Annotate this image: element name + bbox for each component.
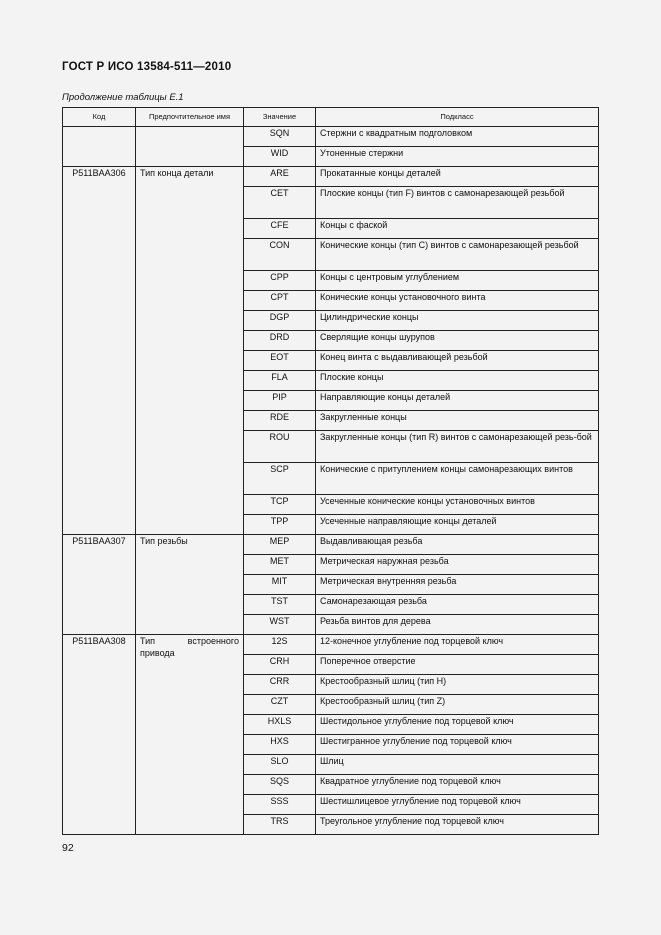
value-cell: SLO	[244, 755, 316, 775]
value-cell: CPP	[244, 271, 316, 291]
subclass-cell: Квадратное углубление под торцевой ключ	[316, 775, 599, 795]
value-cell: DRD	[244, 331, 316, 351]
preferred-name-cell: Тип конца детали	[136, 167, 244, 535]
subclass-cell: Конические с притуплением концы самонарезающих винтов	[316, 463, 599, 495]
subclass-cell: Цилиндрические концы	[316, 311, 599, 331]
value-cell: MET	[244, 555, 316, 575]
table-row	[63, 127, 599, 147]
value-cell: 12S	[244, 635, 316, 655]
value-cell: HXS	[244, 735, 316, 755]
subclass-cell: Конец винта с выдавливающей резьбой	[316, 351, 599, 371]
subclass-cell: Сверлящие концы шурупов	[316, 331, 599, 351]
table-row	[63, 635, 599, 655]
preferred-name-cell: Тип резьбы	[136, 535, 244, 635]
code-cell: P511BAA307	[63, 535, 136, 635]
column-header-preferred-name: Предпочтительное имя	[136, 108, 244, 127]
subclass-cell: Концы с центровым углублением	[316, 271, 599, 291]
value-cell: CPT	[244, 291, 316, 311]
table-row	[63, 535, 599, 555]
value-cell: SQS	[244, 775, 316, 795]
preferred-name-cell: Тип встроенного привода	[136, 635, 244, 835]
value-cell: FLA	[244, 371, 316, 391]
value-cell: CFE	[244, 219, 316, 239]
subclass-cell: Выдавливающая резьба	[316, 535, 599, 555]
value-cell: CET	[244, 187, 316, 219]
value-cell: SQN	[244, 127, 316, 147]
subclass-cell: Усеченные направляющие концы деталей	[316, 515, 599, 535]
subclass-cell: Закругленные концы (тип R) винтов с самонарезающей резь-бой	[316, 431, 599, 463]
subclass-cell: Стержни с квадратным подголовком	[316, 127, 599, 147]
column-header-subclass: Подкласс	[316, 108, 599, 127]
value-cell: SSS	[244, 795, 316, 815]
subclass-cell: Метрическая внутренняя резьба	[316, 575, 599, 595]
subclass-cell: Прокатанные концы деталей	[316, 167, 599, 187]
column-header-code: Код	[63, 108, 136, 127]
code-cell: P511BAA306	[63, 167, 136, 535]
subclass-cell: Усеченные конические концы установочных винтов	[316, 495, 599, 515]
subclass-cell: Шестишлицевое углубление под торцевой ключ	[316, 795, 599, 815]
value-cell: HXLS	[244, 715, 316, 735]
value-cell: MEP	[244, 535, 316, 555]
column-header-value: Значение	[244, 108, 316, 127]
code-cell: P511BAA308	[63, 635, 136, 835]
subclass-cell: Крестообразный шлиц (тип Н)	[316, 675, 599, 695]
value-cell: PIP	[244, 391, 316, 411]
value-cell: CRH	[244, 655, 316, 675]
value-cell: WST	[244, 615, 316, 635]
subclass-cell: 12-конечное углубление под торцевой ключ	[316, 635, 599, 655]
value-cell: MIT	[244, 575, 316, 595]
subclass-cell: Самонарезающая резьба	[316, 595, 599, 615]
value-cell: ROU	[244, 431, 316, 463]
value-cell: DGP	[244, 311, 316, 331]
value-cell: RDE	[244, 411, 316, 431]
value-cell: EOT	[244, 351, 316, 371]
subclass-cell: Конические концы (тип С) винтов с самонарезающей резьбой	[316, 239, 599, 271]
subclass-cell: Шестидольное углубление под торцевой ключ	[316, 715, 599, 735]
value-cell: TCP	[244, 495, 316, 515]
code-cell	[63, 127, 136, 167]
value-cell: CON	[244, 239, 316, 271]
page-number: 92	[62, 842, 74, 854]
subclass-cell: Поперечное отверстие	[316, 655, 599, 675]
table-caption: Продолжение таблицы Е.1	[62, 92, 184, 103]
subclass-cell: Метрическая наружная резьба	[316, 555, 599, 575]
subclass-cell: Направляющие концы деталей	[316, 391, 599, 411]
table-header-row	[63, 108, 599, 127]
value-cell: TST	[244, 595, 316, 615]
table-body	[63, 127, 599, 835]
value-cell: WID	[244, 147, 316, 167]
classification-table	[62, 107, 599, 835]
subclass-cell: Конические концы установочного винта	[316, 291, 599, 311]
preferred-name-cell	[136, 127, 244, 167]
subclass-cell: Плоские концы	[316, 371, 599, 391]
subclass-cell: Крестообразный шлиц (тип Z)	[316, 695, 599, 715]
subclass-cell: Шестигранное углубление под торцевой ключ	[316, 735, 599, 755]
value-cell: ARE	[244, 167, 316, 187]
subclass-cell: Треугольное углубление под торцевой ключ	[316, 815, 599, 835]
subclass-cell: Утоненные стержни	[316, 147, 599, 167]
table-row	[63, 167, 599, 187]
value-cell: CRR	[244, 675, 316, 695]
value-cell: SCP	[244, 463, 316, 495]
document-title: ГОСТ Р ИСО 13584-511—2010	[62, 61, 232, 73]
value-cell: TRS	[244, 815, 316, 835]
subclass-cell: Резьба винтов для дерева	[316, 615, 599, 635]
subclass-cell: Шлиц	[316, 755, 599, 775]
subclass-cell: Плоские концы (тип F) винтов с самонарезающей резьбой	[316, 187, 599, 219]
subclass-cell: Закругленные концы	[316, 411, 599, 431]
value-cell: TPP	[244, 515, 316, 535]
subclass-cell: Концы с фаской	[316, 219, 599, 239]
value-cell: CZT	[244, 695, 316, 715]
